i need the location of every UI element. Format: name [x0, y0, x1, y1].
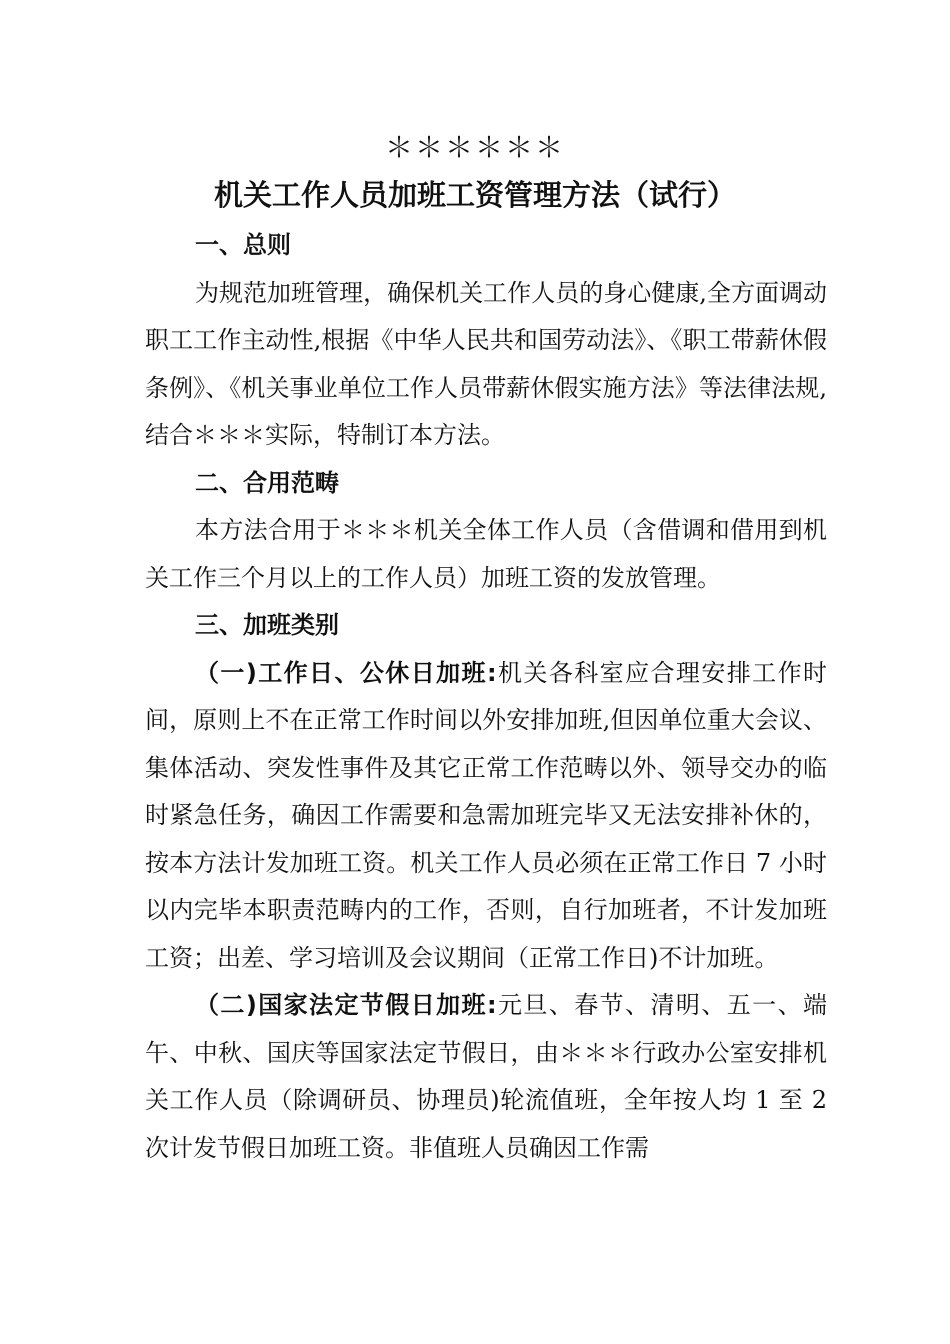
paragraph-scope	[145, 507, 827, 602]
paragraph-text: 元旦、春节、清明、五一、端午、中秋、国庆等国家法定节假日，由＊＊＊行政办公室安排机关工作人员（除调研员、协理员)轮流值班，全年按人均 1 至 2 次计发节假日加班工资。非值班人员确因工作需	[145, 991, 827, 1162]
paragraph-lead: （二)国家法定节假日加班:	[195, 991, 497, 1019]
paragraph-lead: （一)工作日、公休日加班:	[195, 658, 497, 687]
paragraph-text: 机关各科室应合理安排工作时间，原则上不在正常工作时间以外安排加班,但因单位重大会议、集体活动、突发性事件及其它正常工作范畴以外、领导交办的临时紧急任务，确因工作需要和急需加班完毕又无法安排补休的，按本方法计发加班工资。机关工作人员必须在正常工作日 7 小时以内完毕本职责范畴内的工作，否则，自行加班者，不计发加班工资；出差、学习培训及会议期间（正常工作日)不计加班。	[145, 658, 827, 972]
section-heading-categories: 三、加班类别	[195, 611, 339, 639]
header-stars: ＊＊＊＊＊＊	[384, 131, 565, 164]
paragraph-holiday-overtime	[145, 982, 827, 1172]
paragraph-workday-overtime	[145, 650, 827, 983]
document-title: 机关工作人员加班工资管理方法（试行）	[213, 178, 736, 212]
paragraph-text: 为规范加班管理，确保机关工作人员的身心健康,全方面调动职工工作主动性,根据《中华人民共和国劳动法》、《职工带薪休假条例》、《机关事业单位工作人员带薪休假实施方法》等法律法规,结合＊＊＊实际，特制订本方法。	[145, 278, 827, 449]
paragraph-text: 本方法合用于＊＊＊机关全体工作人员（含借调和借用到机关工作三个月以上的工作人员）加班工资的发放管理。	[145, 516, 827, 592]
document-body	[145, 222, 827, 1172]
paragraph-general	[145, 270, 827, 460]
section-heading-general: 一、总则	[195, 231, 291, 259]
section-heading-scope: 二、合用范畴	[195, 468, 339, 497]
